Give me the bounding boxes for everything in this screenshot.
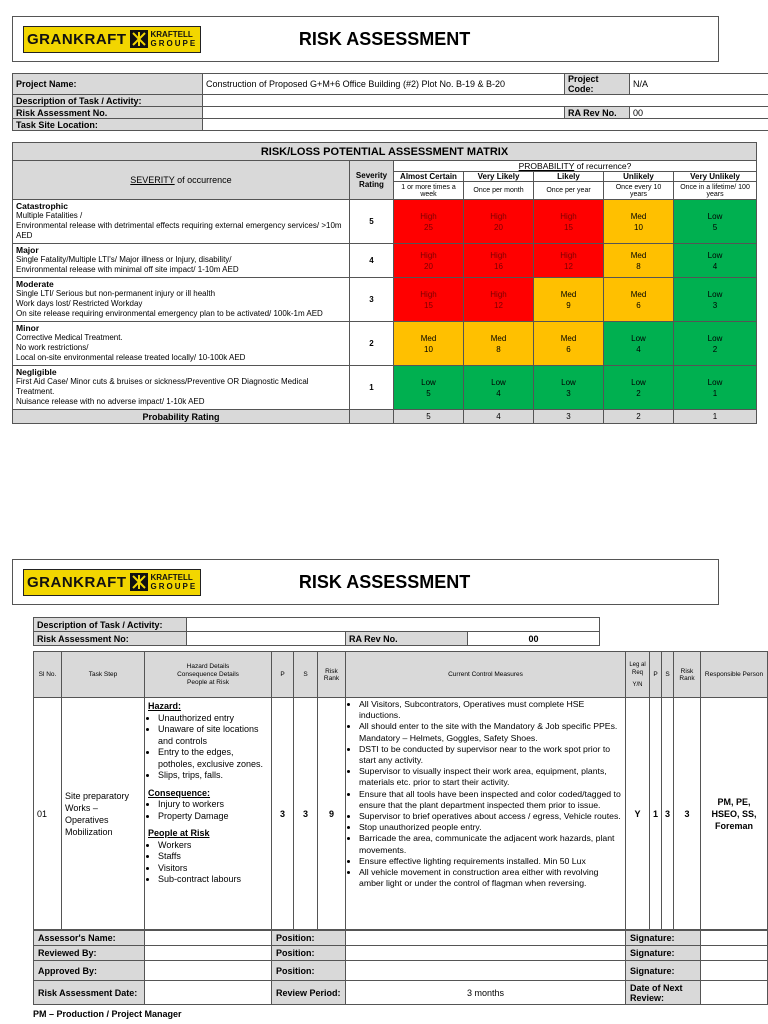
risk-score: 25 (424, 222, 433, 232)
control-item: • All Visitors, Subcontrators, Operatives must complete HSE inductions. (359, 699, 622, 721)
control-item: • All should enter to the site with the Mandatory & Job specific PPEs. Mandatory – Helmets, Goggles, Safety Shoes. (359, 721, 622, 743)
ra-date-value (145, 981, 272, 1005)
severity-header: SEVERITY of occurrence (13, 161, 350, 200)
row-s: 3 (294, 698, 318, 930)
row-p2: 1 (650, 698, 662, 930)
approved-value (145, 961, 272, 981)
risk-level: Med (420, 333, 437, 343)
ra-rev-label: RA Rev No. (565, 107, 630, 119)
control-item: • DSTI to be conducted by supervisor near to the work spot prior to start any activity. (359, 744, 622, 766)
page-title: RISK ASSESSMENT (298, 28, 471, 49)
description-label: Description of Task / Activity: (13, 95, 203, 107)
signature-label: Signature: (626, 961, 701, 981)
project-code-label: Project Code: (565, 74, 630, 95)
project-code-value: N/A (630, 74, 768, 95)
people-item: • Sub-contract labours (158, 874, 268, 886)
ra-rev-value: 00 (468, 632, 600, 646)
prob-rating-value: 4 (464, 410, 534, 424)
risk-score: 4 (636, 344, 641, 354)
risk-cell-high (464, 278, 534, 322)
risk-score: 15 (424, 300, 433, 310)
risk-cell-low (674, 244, 757, 278)
severity-name: Minor (16, 323, 40, 333)
risk-level: Med (490, 333, 507, 343)
risk-score: 6 (566, 344, 571, 354)
review-period-value: 3 months (346, 981, 626, 1005)
next-review-label: Date of Next Review: (626, 981, 701, 1005)
risk-level: High (420, 289, 437, 299)
signature-value (701, 931, 768, 946)
severity-name: Major (16, 245, 39, 255)
severity-rating: 4 (350, 244, 394, 278)
risk-score: 20 (494, 222, 503, 232)
col-p2: P (650, 652, 662, 698)
position-label: Position: (272, 946, 346, 961)
consequence-item: • Property Damage (158, 811, 268, 823)
risk-level: High (420, 211, 437, 221)
risk-cell-high (394, 200, 464, 244)
severity-line: Single LTI/ Serious but non-permanent injury or ill health (16, 289, 216, 298)
prob-col-name: Likely (534, 172, 604, 182)
people-item: • Visitors (158, 863, 268, 875)
next-review-value (701, 981, 768, 1005)
control-item: • Stop unauthorized people entry. (359, 822, 622, 833)
logo-subtext: KRAFTELL GROUPE (150, 573, 198, 591)
risk-score: 15 (564, 222, 573, 232)
risk-score: 9 (566, 300, 571, 310)
risk-cell-high (534, 244, 604, 278)
risk-level: High (420, 250, 437, 260)
prob-col-desc: Once per year (534, 182, 604, 200)
reviewed-value (145, 946, 272, 961)
prob-rating-value: 3 (534, 410, 604, 424)
position-value (346, 946, 626, 961)
row-s2: 3 (662, 698, 674, 930)
severity-rating-header: Severity Rating (350, 161, 394, 200)
project-name-value: Construction of Proposed G+M+6 Office Building (#2) Plot No. B-19 & B-20 (203, 74, 565, 95)
company-logo: GRANKRAFT KRAFTELL GROUPE (23, 26, 201, 53)
severity-rating: 2 (350, 322, 394, 366)
ra-date-label: Risk Assessment Date: (34, 981, 145, 1005)
risk-level: Low (707, 333, 723, 343)
severity-line: No work restrictions/ (16, 343, 89, 352)
consequence-list (148, 799, 268, 822)
prob-rating-value: 2 (604, 410, 674, 424)
col-risk-rank-2: Risk Rank (674, 652, 701, 698)
severity-line: Multiple Fatalities / (16, 211, 83, 220)
risk-cell-low (604, 366, 674, 410)
col-s: S (294, 652, 318, 698)
row-hazard: Hazard: • Unauthorized entry • Unaware of site locations and controls • Entry to the edges, potholes, exclusive zones. • Slips, trips, falls. Consequence: • Injury to workers • Property Damage People at Risk • Workers • Staffs • Visitors • Sub-contract labours (145, 698, 272, 930)
signature-value (701, 946, 768, 961)
ra-rev-label: RA Rev No. (346, 632, 468, 646)
severity-line: Environmental release with minimal off site impact/ 1-10m AED (16, 265, 239, 274)
risk-score: 4 (712, 261, 718, 271)
risk-cell-high (394, 244, 464, 278)
matrix-title: RISK/LOSS POTENTIAL ASSESSMENT MATRIX (13, 143, 757, 161)
risk-score: 5 (426, 388, 431, 398)
site-location-value (203, 119, 768, 131)
risk-score: 12 (494, 300, 503, 310)
position-label: Position: (272, 931, 346, 946)
people-list (148, 840, 268, 886)
severity-rating: 5 (350, 200, 394, 244)
risk-level: Low (631, 377, 646, 387)
severity-description (13, 322, 350, 366)
row-p: 3 (272, 698, 294, 930)
matrix-row (13, 244, 757, 278)
review-period-label: Review Period: (272, 981, 346, 1005)
people-item: • Workers (158, 840, 268, 852)
risk-level: Med (630, 211, 647, 221)
severity-rating: 1 (350, 366, 394, 410)
col-controls: Current Control Measures (346, 652, 626, 698)
risk-level: Low (561, 377, 576, 387)
signature-label: Signature: (626, 946, 701, 961)
severity-line: Nuisance release with no adverse impact/ 1-10k AED (16, 397, 205, 406)
severity-line: Corrective Medical Treatment. (16, 333, 123, 342)
signoff-table (33, 930, 768, 1005)
risk-cell-med (604, 244, 674, 278)
ra-no-value (203, 107, 565, 119)
row-risk-rank-2: 3 (674, 698, 701, 930)
risk-level: Low (707, 289, 723, 299)
position-value (346, 931, 626, 946)
prob-rating-label: Probability Rating (13, 410, 350, 424)
prob-rating-blank (350, 410, 394, 424)
risk-cell-low (674, 322, 757, 366)
matrix-row (13, 366, 757, 410)
control-item: • Supervisor to visually inspect their work area, equipment, plants, materials etc. prior to start their activity. (359, 766, 622, 788)
hazard-item: • Unauthorized entry (158, 713, 268, 725)
risk-cell-med (604, 278, 674, 322)
matrix-row (13, 200, 757, 244)
risk-cell-low (604, 322, 674, 366)
risk-cell-med (464, 322, 534, 366)
row-task: Site preparatory Works – Operatives Mobilization (62, 698, 145, 930)
risk-cell-low (464, 366, 534, 410)
risk-level: Low (491, 377, 506, 387)
risk-score: 6 (636, 300, 641, 310)
signature-value (701, 961, 768, 981)
consequence-item: • Injury to workers (158, 799, 268, 811)
control-item: • All vehicle movement in construction area either with revolving amber light or under the control of flagman when reversing. (359, 867, 622, 889)
risk-score: 2 (712, 344, 718, 354)
matrix-row (13, 278, 757, 322)
col-s2: S (662, 652, 674, 698)
risk-cell-high (534, 200, 604, 244)
row-risk-rank: 9 (318, 698, 346, 930)
risk-score: 4 (496, 388, 501, 398)
position-value (346, 961, 626, 981)
col-p: P (272, 652, 294, 698)
prob-col-name: Very Unlikely (674, 172, 757, 182)
severity-description (13, 200, 350, 244)
risk-score: 12 (564, 261, 573, 271)
severity-line: Environmental release with detrimental effects requiring external emergency services/ >10m AED (16, 221, 342, 240)
prob-rating-value: 5 (394, 410, 464, 424)
logo-symbol-icon (130, 573, 148, 591)
risk-assessment-table (33, 651, 768, 930)
risk-level: Low (631, 333, 646, 343)
people-item: • Staffs (158, 851, 268, 863)
signature-label: Signature: (626, 931, 701, 946)
header-box-2 (12, 559, 719, 605)
risk-matrix-table (12, 142, 757, 424)
assessor-label: Assessor's Name: (34, 931, 145, 946)
col-sl: Sl No. (34, 652, 62, 698)
company-logo: GRANKRAFT KRAFTELL GROUPE (23, 569, 201, 596)
control-item: • Barricade the area, communicate the adjacent work hazards, plant movements. (359, 833, 622, 855)
risk-cell-low (674, 278, 757, 322)
risk-score: 5 (712, 222, 718, 232)
severity-description (13, 244, 350, 278)
logo-symbol-icon (130, 30, 148, 48)
page-title: RISK ASSESSMENT (298, 571, 471, 592)
ra-no-value (187, 632, 346, 646)
risk-score: 3 (566, 388, 571, 398)
task-info-table (33, 617, 600, 646)
header-box-1 (12, 16, 719, 62)
severity-line: Work days lost/ Restricted Workday (16, 299, 143, 308)
prob-col-name: Almost Certain (394, 172, 464, 182)
ra-no-label: Risk Assessment No. (13, 107, 203, 119)
row-controls (346, 698, 626, 930)
position-label: Position: (272, 961, 346, 981)
prob-rating-value: 1 (674, 410, 757, 424)
severity-description (13, 366, 350, 410)
risk-level: High (560, 211, 577, 221)
severity-line: Local on-site environmental release treated locally/ 10-100k AED (16, 353, 246, 362)
severity-description (13, 278, 350, 322)
risk-score: 20 (424, 261, 433, 271)
row-responsible: PM, PE, HSEO, SS, Foreman (701, 698, 768, 930)
probability-header: PROBABILITY of recurrence? (394, 161, 757, 172)
risk-level: High (560, 250, 577, 260)
risk-level: Med (630, 289, 647, 299)
severity-line: First Aid Case/ Minor cuts & bruises or sickness/Preventive OR Diagnostic Medical Treatment. (16, 377, 309, 396)
hazard-item: • Unaware of site locations and controls (158, 724, 268, 747)
site-location-label: Task Site Location: (13, 119, 203, 131)
prob-col-desc: Once in a lifetime/ 100 years (674, 182, 757, 200)
risk-level: Low (707, 377, 723, 387)
description-label: Description of Task / Activity: (34, 618, 187, 632)
risk-score: 10 (424, 344, 433, 354)
project-name-label: Project Name: (13, 74, 203, 95)
risk-score: 2 (636, 388, 641, 398)
risk-cell-med (604, 200, 674, 244)
controls-list (349, 699, 622, 889)
risk-score: 1 (712, 388, 718, 398)
risk-level: Med (560, 289, 577, 299)
reviewed-label: Reviewed By: (34, 946, 145, 961)
col-hazard: Hazard Details Consequence Details People at Risk (145, 652, 272, 698)
assessor-value (145, 931, 272, 946)
risk-level: High (490, 289, 507, 299)
risk-level: Med (560, 333, 577, 343)
severity-rating: 3 (350, 278, 394, 322)
severity-name: Catastrophic (16, 201, 68, 211)
col-task: Task Step (62, 652, 145, 698)
risk-score: 10 (634, 222, 643, 232)
risk-score: 16 (494, 261, 503, 271)
risk-cell-med (534, 322, 604, 366)
control-item: • Supervisor to brief operatives about access / egress, Vehicle routes. (359, 811, 622, 822)
prob-col-name: Unlikely (604, 172, 674, 182)
severity-name: Moderate (16, 279, 54, 289)
severity-line: On site release requiring environmental emergency plan to be activated/ 100k-1m AED (16, 309, 323, 318)
risk-level: Low (421, 377, 436, 387)
row-sl: 01 (34, 698, 62, 930)
risk-level: Low (707, 250, 723, 260)
logo-subtext: KRAFTELL GROUPE (150, 30, 198, 48)
prob-col-name: Very Likely (464, 172, 534, 182)
risk-cell-low (674, 200, 757, 244)
risk-cell-high (394, 278, 464, 322)
approved-label: Approved By: (34, 961, 145, 981)
risk-level: Med (630, 250, 647, 260)
control-item: • Ensure that all tools have been inspected and color coded/tagged to ensure that the plant department inspected them prior to issue. (359, 789, 622, 811)
description-value (187, 618, 600, 632)
severity-name: Negligible (16, 367, 57, 377)
risk-score: 3 (712, 300, 718, 310)
row-legal: Y (626, 698, 650, 930)
matrix-row (13, 322, 757, 366)
col-risk-rank: Risk Rank (318, 652, 346, 698)
ra-rev-value: 00 (630, 107, 768, 119)
prob-col-desc: Once per month (464, 182, 534, 200)
hazard-item: • Slips, trips, falls. (158, 770, 268, 782)
footnote: PM – Production / Project Manager (33, 1009, 182, 1019)
ra-no-label: Risk Assessment No: (34, 632, 187, 646)
risk-level: High (490, 211, 507, 221)
risk-score: 8 (636, 261, 641, 271)
hazard-list (148, 713, 268, 782)
description-value (203, 95, 768, 107)
risk-cell-low (534, 366, 604, 410)
risk-score: 8 (496, 344, 501, 354)
risk-cell-high (464, 200, 534, 244)
control-item: • Ensure effective lighting requirements installed. Min 50 Lux (359, 856, 622, 867)
col-responsible: Responsible Person (701, 652, 768, 698)
col-legal: Leg al Req Y/N (626, 652, 650, 698)
risk-level: High (490, 250, 507, 260)
hazard-item: • Entry to the edges, potholes, exclusive zones. (158, 747, 268, 770)
project-info-table (12, 73, 768, 131)
risk-level: Low (707, 211, 723, 221)
risk-cell-high (464, 244, 534, 278)
risk-cell-low (394, 366, 464, 410)
prob-col-desc: 1 or more times a week (394, 182, 464, 200)
prob-col-desc: Once every 10 years (604, 182, 674, 200)
risk-cell-low (674, 366, 757, 410)
risk-cell-med (534, 278, 604, 322)
risk-cell-med (394, 322, 464, 366)
severity-line: Single Fatality/Multiple LTI's/ Major illness or Injury, disability/ (16, 255, 232, 264)
